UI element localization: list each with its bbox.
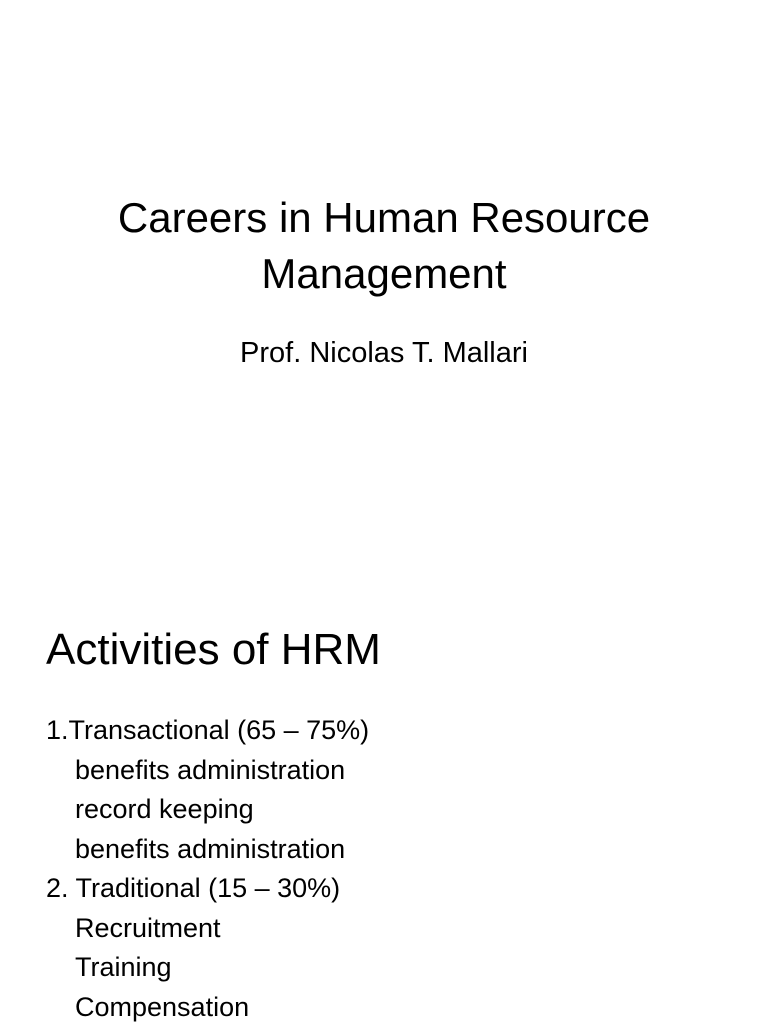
list-subitem: Training (46, 948, 369, 988)
activities-list (46, 711, 369, 1027)
list-subitem: record keeping (46, 790, 369, 830)
list-item-traditional: 2. Traditional (15 – 30%) (46, 869, 369, 909)
slide-heading: Activities of HRM (46, 624, 381, 676)
list-subitem: Recruitment (46, 909, 369, 949)
list-subitem: benefits administration (46, 830, 369, 870)
slide-title-line-1: Careers in Human Resource (0, 190, 768, 246)
list-item-transactional: 1.Transactional (65 – 75%) (46, 711, 369, 751)
list-subitem: Compensation (46, 988, 369, 1027)
activities-slide (0, 576, 768, 1024)
slide-title-line-2: Management (0, 246, 768, 302)
list-subitem: benefits administration (46, 751, 369, 791)
slide-subtitle-author: Prof. Nicolas T. Mallari (0, 334, 768, 372)
slide-title (0, 190, 768, 302)
